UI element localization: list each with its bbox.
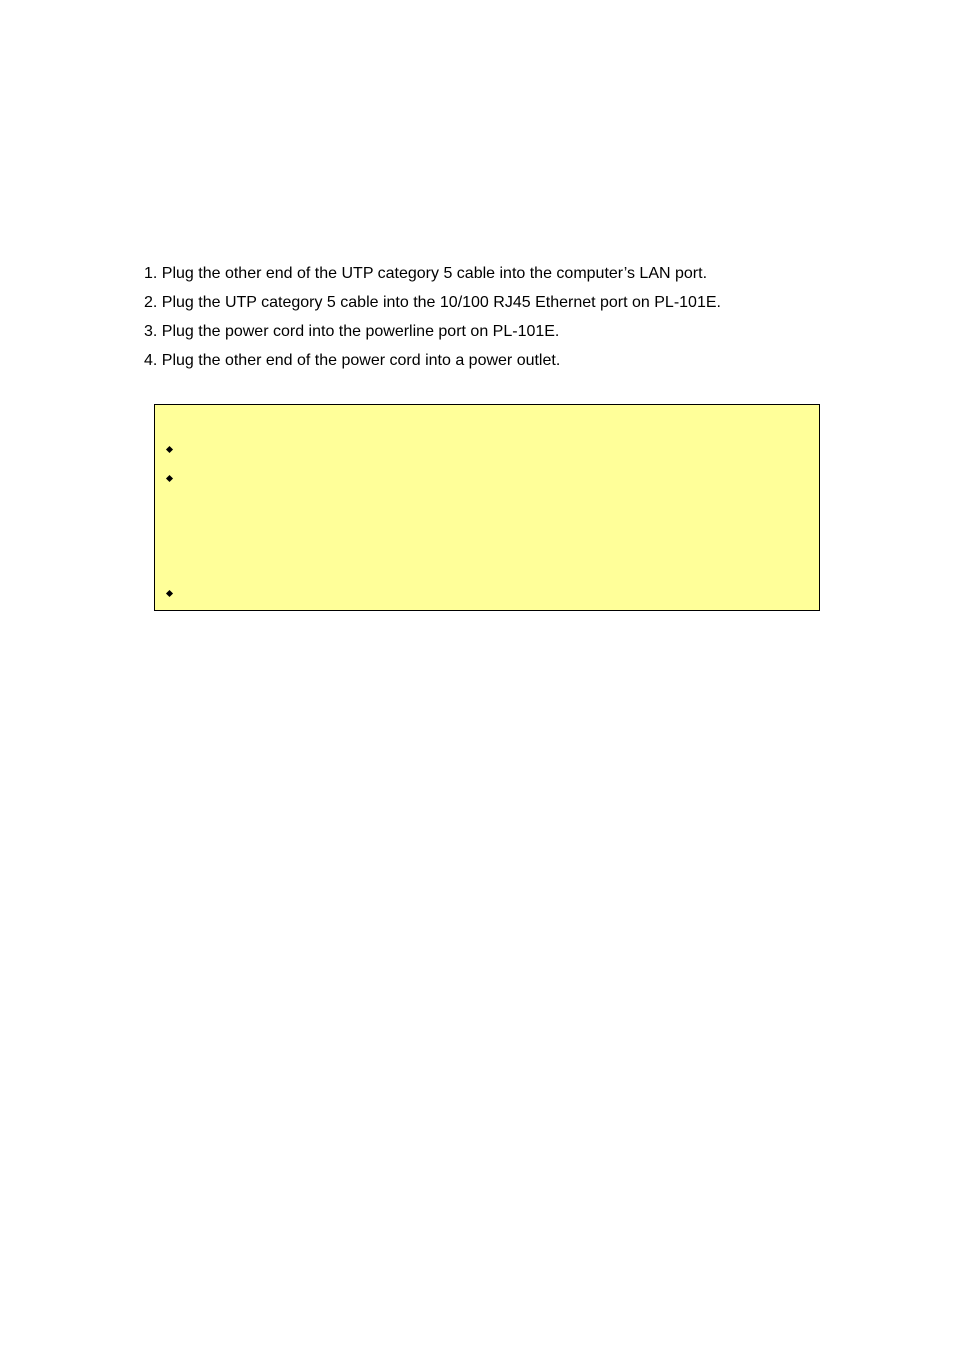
step-item <box>144 291 721 320</box>
diamond-bullet-icon <box>166 446 173 453</box>
step-text: Plug the UTP category 5 cable into the 10/100 RJ45 Ethernet port on PL-101E. <box>161 294 721 311</box>
step-number: 4. <box>144 352 158 369</box>
note-box <box>154 404 820 611</box>
step-text: Plug the other end of the UTP category 5 cable into the computer’s LAN port. <box>161 265 708 282</box>
installation-steps <box>144 262 721 378</box>
step-item <box>144 262 721 291</box>
diamond-bullet-icon <box>166 590 173 597</box>
step-number: 1. <box>144 265 158 282</box>
step-number: 2. <box>144 294 158 311</box>
step-text: Plug the other end of the power cord into a power outlet. <box>161 352 561 369</box>
step-item <box>144 320 721 349</box>
step-text: Plug the power cord into the powerline port on PL-101E. <box>161 323 560 340</box>
step-item <box>144 349 721 378</box>
diamond-bullet-icon <box>166 475 173 482</box>
step-number: 3. <box>144 323 158 340</box>
